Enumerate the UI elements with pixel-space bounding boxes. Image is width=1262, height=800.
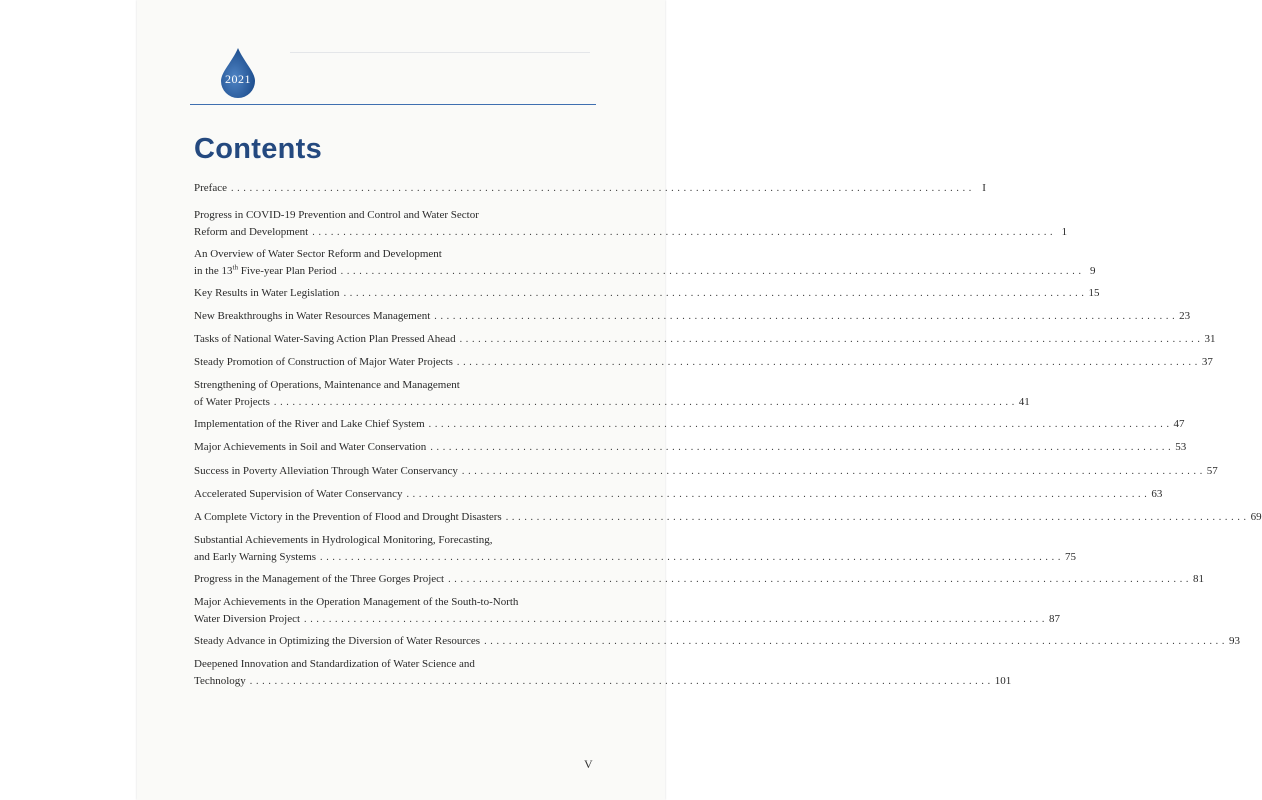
toc-entry-title-line: Tasks of National Water-Saving Action Plan Pressed Ahead bbox=[194, 333, 456, 345]
toc-page-number: 1 bbox=[1061, 225, 1068, 238]
toc-entry-title-line: Key Results in Water Legislation bbox=[194, 287, 340, 299]
toc-page-number: 23 bbox=[1179, 310, 1191, 322]
dot-leader: . . . . . . . . . . . . . . . . . . . . . . . . . . . . . . . . . . . . . . . . . . . . . . . . . . . . . . . . . . . . . . . . . . . . . . . . . . . . . . . . . . . . . . . . . . . . . . . . . . . . . . . . . . . . . . . . . . . . . . . . bbox=[343, 288, 1085, 299]
dot-leader: . . . . . . . . . . . . . . . . . . . . . . . . . . . . . . . . . . . . . . . . . . . . . . . . . . . . . . . . . . . . . . . . . . . . . . . . . . . . . . . . . . . . . . . . . . . . . . . . . . . . . . . . . . . . . . . . . . . . . . . . bbox=[249, 675, 991, 687]
dot-leader: . . . . . . . . . . . . . . . . . . . . . . . . . . . . . . . . . . . . . . . . . . . . . . . . . . . . . . . . . . . . . . . . . . . . . . . . . . . . . . . . . . . . . . . . . . . . . . . . . . . . . . . . . . . . . . . . . . . . . . . . bbox=[428, 419, 1170, 430]
toc-page-number: 57 bbox=[1206, 465, 1218, 477]
toc-page-number: 53 bbox=[1175, 441, 1187, 453]
toc-entry-title-line: A Complete Victory in the Prevention of Flood and Drought Disasters bbox=[194, 511, 502, 523]
toc-page-number: 15 bbox=[1088, 287, 1100, 299]
toc-page-number: 63 bbox=[1151, 488, 1163, 500]
toc-entry-title-line: Success in Poverty Alleviation Through Water Conservancy bbox=[194, 465, 458, 477]
toc-page-number: 47 bbox=[1173, 418, 1185, 430]
header-rule bbox=[190, 104, 596, 105]
dot-leader: . . . . . . . . . . . . . . . . . . . . . . . . . . . . . . . . . . . . . . . . . . . . . . . . . . . . . . . . . . . . . . . . . . . . . . . . . . . . . . . . . . . . . . . . . . . . . . . . . . . . . . . . . . . . . . . . . . . . . . . . bbox=[430, 442, 1172, 453]
dot-leader: . . . . . . . . . . . . . . . . . . . . . . . . . . . . . . . . . . . . . . . . . . . . . . . . . . . . . . . . . . . . . . . . . . . . . . . . . . . . . . . . . . . . . . . . . . . . . . . . . . . . . . . . . . . . . . . . . . . . . . . . bbox=[448, 574, 1189, 585]
toc-entry-title-line: Substantial Achievements in Hydrological Monitoring, Forecasting, bbox=[194, 534, 493, 546]
toc-entry-title-line: of Water Projects bbox=[194, 395, 270, 408]
toc-page-number: 69 bbox=[1250, 511, 1262, 523]
toc-entry-title-line: Strengthening of Operations, Maintenance and Management bbox=[194, 379, 460, 391]
header-year: 2021 bbox=[225, 72, 251, 86]
dot-leader: . . . . . . . . . . . . . . . . . . . . . . . . . . . . . . . . . . . . . . . . . . . . . . . . . . . . . . . . . . . . . . . . . . . . . . . . . . . . . . . . . . . . . . . . . . . . . . . . . . . . . . . . . . . . . . . . . . . . . . . . bbox=[312, 226, 1054, 238]
toc-entry-title-line: Implementation of the River and Lake Chief System bbox=[194, 418, 425, 430]
bleed-through-line bbox=[290, 52, 590, 53]
toc-entry-title-line: Deepened Innovation and Standardization of Water Science and bbox=[194, 658, 475, 670]
toc-entry-title-line: Accelerated Supervision of Water Conservancy bbox=[194, 488, 403, 500]
toc-page-number: 81 bbox=[1193, 573, 1204, 585]
toc-page-number: 101 bbox=[994, 674, 1012, 687]
dot-leader: . . . . . . . . . . . . . . . . . . . . . . . . . . . . . . . . . . . . . . . . . . . . . . . . . . . . . . . . . . . . . . . . . . . . . . . . . . . . . . . . . . . . . . . . . . . . . . . . . . . . . . . . . . . . . . . . . . . . . . . . bbox=[320, 551, 1061, 563]
toc-page-number: 41 bbox=[1018, 395, 1030, 408]
toc-page-number: 31 bbox=[1204, 333, 1216, 345]
toc-page-number: 93 bbox=[1228, 635, 1240, 647]
toc-entry-title-line: Progress in the Management of the Three Gorges Project bbox=[194, 573, 445, 585]
toc-entry-title-line: Steady Promotion of Construction of Major Water Projects bbox=[194, 356, 453, 368]
dot-leader: . . . . . . . . . . . . . . . . . . . . . . . . . . . . . . . . . . . . . . . . . . . . . . . . . . . . . . . . . . . . . . . . . . . . . . . . . . . . . . . . . . . . . . . . . . . . . . . . . . . . . . . . . . . . . . . . . . . . . . . . bbox=[461, 466, 1203, 477]
contents-heading: Contents bbox=[194, 133, 323, 165]
toc-entry-title-line: Reform and Development bbox=[194, 225, 309, 238]
dot-leader: . . . . . . . . . . . . . . . . . . . . . . . . . . . . . . . . . . . . . . . . . . . . . . . . . . . . . . . . . . . . . . . . . . . . . . . . . . . . . . . . . . . . . . . . . . . . . . . . . . . . . . . . . . . . . . . . . . . . . . . . bbox=[304, 613, 1045, 625]
dot-leader: . . . . . . . . . . . . . . . . . . . . . . . . . . . . . . . . . . . . . . . . . . . . . . . . . . . . . . . . . . . . . . . . . . . . . . . . . . . . . . . . . . . . . . . . . . . . . . . . . . . . . . . . . . . . . . . . . . . . . . . . bbox=[434, 311, 1176, 322]
toc-page-number: 9 bbox=[1090, 264, 1096, 277]
toc-entry-title-line: An Overview of Water Sector Reform and Development bbox=[194, 248, 442, 260]
toc-entry-title-line: Technology bbox=[194, 674, 246, 687]
toc-entry-title-line: Major Achievements in the Operation Management of the South-to-North bbox=[194, 596, 519, 608]
toc-entry-title-line: in the 13th Five-year Plan Period bbox=[194, 262, 337, 277]
dot-leader: . . . . . . . . . . . . . . . . . . . . . . . . . . . . . . . . . . . . . . . . . . . . . . . . . . . . . . . . . . . . . . . . . . . . . . . . . . . . . . . . . . . . . . . . . . . . . . . . . . . . . . . . . . . . . . . . . . . . . . . . bbox=[484, 636, 1225, 647]
dot-leader: . . . . . . . . . . . . . . . . . . . . . . . . . . . . . . . . . . . . . . . . . . . . . . . . . . . . . . . . . . . . . . . . . . . . . . . . . . . . . . . . . . . . . . . . . . . . . . . . . . . . . . . . . . . . . . . . . . . . . . . . bbox=[456, 357, 1198, 368]
toc-page-number: 75 bbox=[1064, 550, 1076, 563]
toc-entry-title-line: Water Diversion Project bbox=[194, 612, 301, 625]
dot-leader: . . . . . . . . . . . . . . . . . . . . . . . . . . . . . . . . . . . . . . . . . . . . . . . . . . . . . . . . . . . . . . . . . . . . . . . . . . . . . . . . . . . . . . . . . . . . . . . . . . . . . . . . . . . . . . . . . . . . . . . . bbox=[273, 396, 1015, 408]
toc-entry-title-line: Steady Advance in Optimizing the Diversion of Water Resources bbox=[194, 635, 481, 647]
toc-page-number: 87 bbox=[1048, 612, 1060, 625]
dot-leader: . . . . . . . . . . . . . . . . . . . . . . . . . . . . . . . . . . . . . . . . . . . . . . . . . . . . . . . . . . . . . . . . . . . . . . . . . . . . . . . . . . . . . . . . . . . . . . . . . . . . . . . . . . . . . . . . . . . . . . . . bbox=[459, 334, 1201, 345]
toc-entry-title-line: Preface bbox=[194, 182, 227, 194]
dot-leader: . . . . . . . . . . . . . . . . . . . . . . . . . . . . . . . . . . . . . . . . . . . . . . . . . . . . . . . . . . . . . . . . . . . . . . . . . . . . . . . . . . . . . . . . . . . . . . . . . . . . . . . . . . . . . . . . . . . . . . . . bbox=[406, 489, 1148, 500]
page-folio: V bbox=[584, 757, 593, 771]
toc-entry-title-line: New Breakthroughs in Water Resources Management bbox=[194, 310, 431, 322]
toc-entry-title-line: and Early Warning Systems bbox=[194, 550, 317, 563]
dot-leader: . . . . . . . . . . . . . . . . . . . . . . . . . . . . . . . . . . . . . . . . . . . . . . . . . . . . . . . . . . . . . . . . . . . . . . . . . . . . . . . . . . . . . . . . . . . . . . . . . . . . . . . . . . . . . . . . . . . . . . . . bbox=[340, 265, 1082, 277]
toc-page-number: I bbox=[982, 182, 986, 194]
toc-entry-title-line: Major Achievements in Soil and Water Conservation bbox=[194, 441, 427, 453]
toc-entry-title-line: Progress in COVID-19 Prevention and Control and Water Sector bbox=[194, 209, 479, 221]
dot-leader: . . . . . . . . . . . . . . . . . . . . . . . . . . . . . . . . . . . . . . . . . . . . . . . . . . . . . . . . . . . . . . . . . . . . . . . . . . . . . . . . . . . . . . . . . . . . . . . . . . . . . . . . . . . . . . . . . . . . . . . . bbox=[505, 512, 1247, 523]
dot-leader: . . . . . . . . . . . . . . . . . . . . . . . . . . . . . . . . . . . . . . . . . . . . . . . . . . . . . . . . . . . . . . . . . . . . . . . . . . . . . . . . . . . . . . . . . . . . . . . . . . . . . . . . . . . . . . . . . . . . . . . . bbox=[230, 183, 972, 194]
toc-page-number: 37 bbox=[1201, 356, 1213, 368]
